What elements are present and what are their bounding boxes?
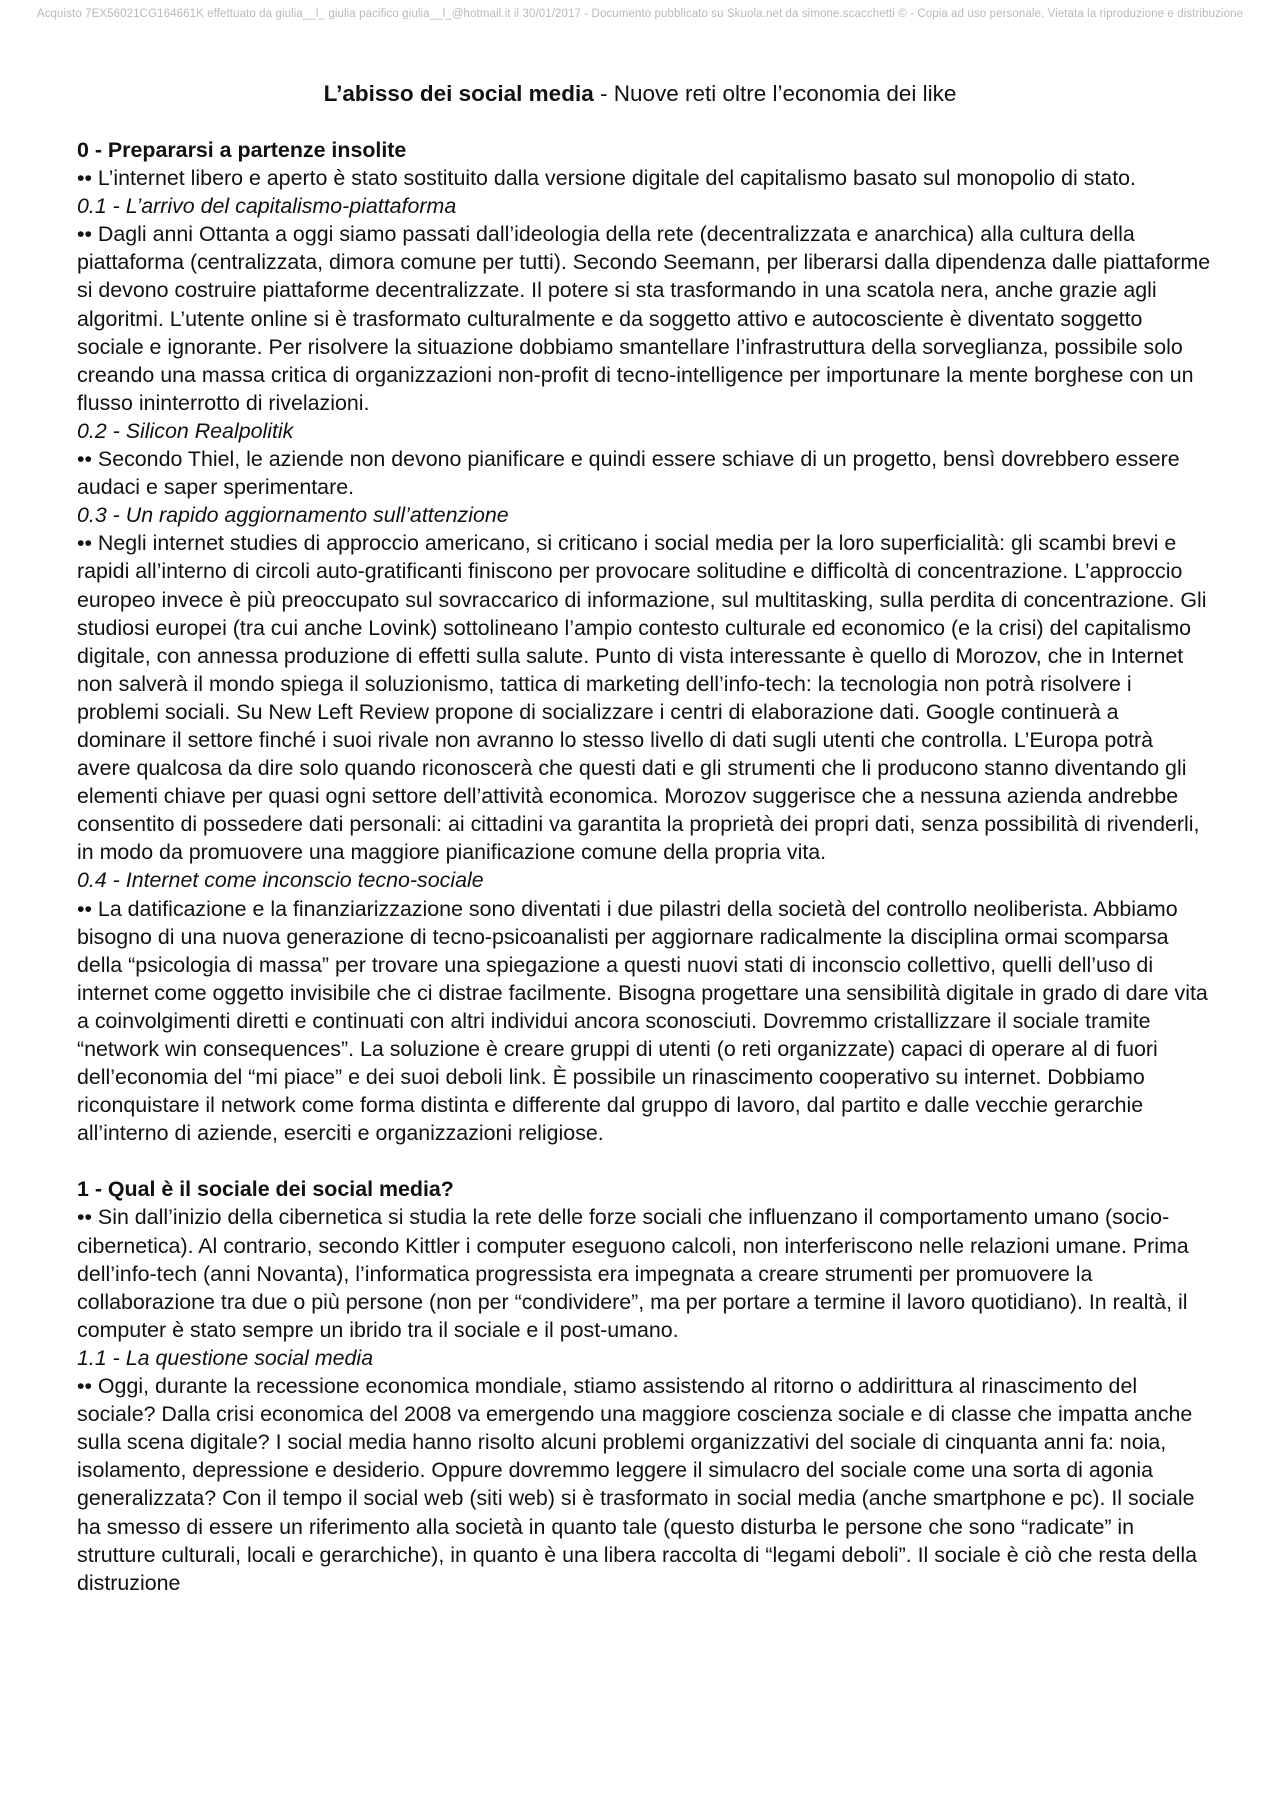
section-0-heading: 0 - Prepararsi a partenze insolite [77, 138, 407, 162]
document-body [77, 136, 1211, 1597]
subsection-1-1-heading: 1.1 - La questione social media [77, 1345, 374, 1370]
section-0-paragraph: •• L’internet libero e aperto è stato sostituito dalla versione digitale del capitalismo basato sul monopolio di stato. [77, 166, 1136, 191]
document-title-main: L’abisso dei social media [323, 81, 594, 106]
section-1-paragraph: •• Sin dall’inizio della cibernetica si studia la rete delle forze sociali che influenzano il comportamento umano (socio-cibernetica). Al contrario, secondo Kittler i computer eseguono calcoli, non interferiscono nelle relazioni umane. Prima dell’info-tech (anni Novanta), l’informatica progressista era impegnata a creare strumenti per promuovere la collaborazione tra due o più persone (non per “condividere”, ma per portare a termine il lavoro quotidiano). In realtà, il computer è stato sempre un ibrido tra il sociale e il post-umano. [77, 1205, 1189, 1342]
document-title [0, 80, 1280, 108]
subsection-0-3-paragraph: •• Negli internet studies di approccio americano, si criticano i social media per la loro superficialità: gli scambi brevi e rapidi all’interno di circoli auto-gratificanti finiscono per provocare solitudine e difficoltà di concentrazione. L’approccio europeo invece è più preoccupato sul sovraccarico di informazione, sul multitasking, sulla perdita di concentrazione. Gli studiosi europei (tra cui anche Lovink) sottolineano l’ampio contesto culturale ed economico (e la crisi) del capitalismo digitale, con annessa produzione di effetti sulla salute. Punto di vista interessante è quello di Morozov, che in Internet non salverà il mondo spiega il soluzionismo, tattica di marketing dell’info-tech: la tecnologia non potrà risolvere i problemi sociali. Su New Left Review propone di socializzare i centri di elaborazione dati. Google continuerà a dominare il settore finché i suoi rivale non avranno lo stesso livello di dati sugli utenti che controlla. L’Europa potrà avere qualcosa da dire solo quando riconoscerà che questi dati e gli strumenti che li producono stanno diventando gli elementi chiave per quasi ogni settore dell’attività economica. Morozov suggerisce che a nessuna azienda andrebbe consentito di possedere dati personali: ai cittadini va garantita la proprietà dei propri dati, senza possibilità di rivenderli, in modo da promuovere una maggiore pianificazione comune della propria vita. [77, 531, 1207, 865]
section-spacer [77, 1147, 1211, 1175]
subsection-1-1-paragraph: •• Oggi, durante la recessione economica mondiale, stiamo assistendo al ritorno o addirittura al rinascimento del sociale? Dalla crisi economica del 2008 va emergendo una maggiore coscienza sociale e di classe che impatta anche sulla scena digitale? I social media hanno risolto alcuni problemi organizzativi del sociale di cinquanta anni fa: noia, isolamento, depressione e desiderio. Oppure dovremmo leggere il simulacro del sociale come una sorta di agonia generalizzata? Con il tempo il social web (siti web) si è trasformato in social media (anche smartphone e pc). Il sociale ha smesso di essere un riferimento alla società in quanto tale (questo disturba le persone che sono “radicate” in strutture culturali, locali e gerarchiche), in quanto è una libera raccolta di “legami deboli”. Il sociale è ciò che resta della distruzione [77, 1374, 1198, 1595]
subsection-0-2-paragraph: •• Secondo Thiel, le aziende non devono pianificare e quindi essere schiave di un progetto, bensì dovrebbero essere audaci e saper sperimentare. [77, 447, 1180, 500]
subsection-0-3-heading: 0.3 - Un rapido aggiornamento sull’attenzione [77, 503, 509, 528]
subsection-0-4-paragraph: •• La datificazione e la finanziarizzazione sono diventati i due pilastri della società del controllo neoliberista. Abbiamo bisogno di una nuova generazione di tecno-psicoanalisti per aggiornare radicalmente la disciplina ormai scomparsa della “psicologia di massa” per trovare una spiegazione a questi nuovi stati di inconscio collettivo, quelli dell’uso di internet come oggetto invisibile che ci distrae facilmente. Bisogna progettare una sensibilità digitale in grado di dare vita a coinvolgimenti diretti e continuati con altri individui ancora sconosciuti. Dovremmo cristallizzare il sociale tramite “network win consequences”. La soluzione è creare gruppi di utenti (o reti organizzate) capaci di operare al di fuori dell’economia del “mi piace” e dei suoi deboli link. È possibile un rinascimento cooperativo su internet. Dobbiamo riconquistare il network come forma distinta e differente dal gruppo di lavoro, dal partito e dalle vecchie gerarchie all’interno di aziende, eserciti e organizzazioni religiose. [77, 896, 1208, 1146]
section-1-heading: 1 - Qual è il sociale dei social media? [77, 1177, 454, 1202]
subsection-0-1-heading: 0.1 - L’arrivo del capitalismo-piattaforma [77, 194, 457, 219]
subsection-0-4-heading: 0.4 - Internet come inconscio tecno-sociale [77, 868, 484, 893]
copyright-watermark: Acquisto 7EX56021CG164661K effettuato da giulia__l_ giulia pacifico giulia__l_@hotmail.it il 30/01/2017 - Documento pubblicato su Skuola.net da simone.scacchetti © - Copia ad uso personale. Vietata la riproduzione e distribuzione [36, 8, 1244, 20]
subsection-0-1-paragraph: •• Dagli anni Ottanta a oggi siamo passati dall’ideologia della rete (decentralizzata e anarchica) alla cultura della piattaforma (centralizzata, dimora comune per tutti). Secondo Seemann, per liberarsi dalla dipendenza dalle piattaforme si devono costruire piattaforme decentralizzate. Il potere si sta trasformando in una scatola nera, anche grazie agli algoritmi. L’utente online si è trasformato culturalmente e da soggetto attivo e autocosciente è diventato soggetto sociale e ignorante. Per risolvere la situazione dobbiamo smantellare l’infrastruttura della sorveglianza, possibile solo creando una massa critica di organizzazioni non-profit di tecno-intelligence per importunare la mente borghese con un flusso ininterrotto di rivelazioni. [77, 222, 1211, 415]
subsection-0-2-heading: 0.2 - Silicon Realpolitik [77, 418, 294, 443]
document-title-subtitle: - Nuove reti oltre l’economia dei like [593, 81, 957, 106]
